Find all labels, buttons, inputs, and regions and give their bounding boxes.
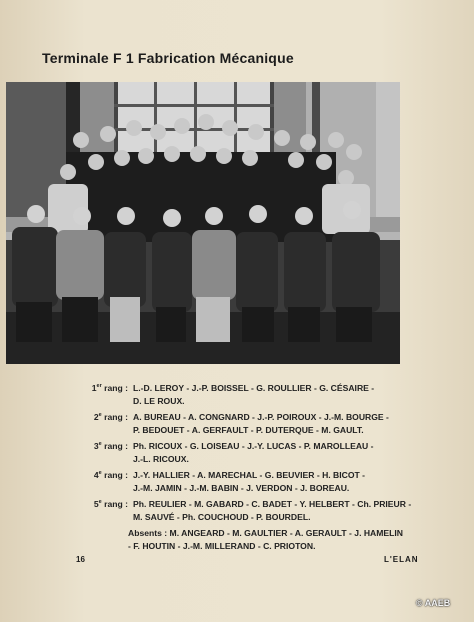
absents-list: Absents : M. ANGEARD - M. GAULTIER - A. GERAULT - J. HAMELIN - F. HOUTIN - J.-M. MILLERAND - C. PRIOTON.	[128, 528, 403, 551]
copyright-watermark: © AAEB	[416, 598, 451, 608]
class-photo-image	[6, 82, 400, 364]
rank-captions	[84, 382, 444, 552]
rank-label: 4e rang :	[93, 470, 128, 480]
rank-names: Ph. REULIER - M. GABARD - C. BADET - Y. HELBERT - Ch. PRIEUR - M. SAUVÉ - Ph. COUCHOUD - P. BOURDEL.	[133, 499, 412, 522]
rank-row	[84, 469, 444, 494]
page-number: 16	[76, 555, 85, 564]
rank-names: Ph. RICOUX - G. LOISEAU - J.-Y. LUCAS - P. MAROLLEAU - J.-L. RICOUX.	[133, 441, 374, 464]
rank-label: 3e rang :	[93, 441, 128, 451]
rank-row	[84, 382, 444, 407]
rank-names: A. BUREAU - A. CONGNARD - J.-P. POIROUX - J.-M. BOURGE - P. BEDOUET - A. GERFAULT - P. DUTERQUE - M. GAULT.	[133, 412, 389, 435]
rank-names: J.-Y. HALLIER - A. MARECHAL - G. BEUVIER - H. BICOT - J.-M. JAMIN - J.-M. BABIN - J. VERDON - J. BOREAU.	[133, 470, 366, 493]
rank-label: 1er rang :	[91, 383, 128, 393]
rank-names: L.-D. LEROY - J.-P. BOISSEL - G. ROULLIER - G. CÉSAIRE - D. LE ROUX.	[133, 383, 375, 406]
class-photo	[6, 82, 400, 364]
rank-label: 2e rang :	[93, 412, 128, 422]
rank-row	[84, 411, 444, 436]
rank-row	[84, 498, 444, 523]
page-title: Terminale F 1 Fabrication Mécanique	[42, 50, 294, 66]
publication-name: L'ELAN	[384, 555, 419, 564]
rank-row	[84, 440, 444, 465]
rank-label: 5e rang :	[93, 499, 128, 509]
